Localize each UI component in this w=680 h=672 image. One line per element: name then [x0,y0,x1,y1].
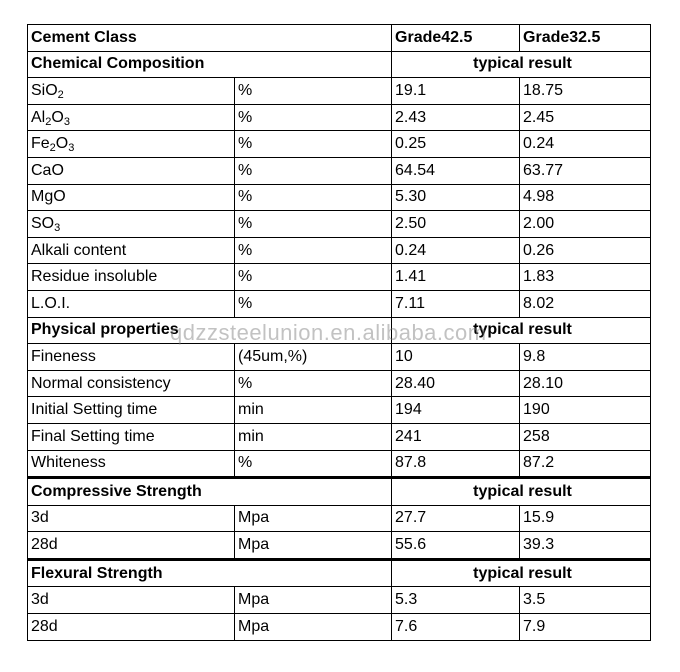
grade-32-5-value: 190 [520,397,651,424]
component-sub: 2 [45,115,52,128]
property-name: 28d [28,532,235,560]
unit-cell: min [235,397,392,424]
unit-cell: % [235,290,392,317]
grade-42-5-value: 7.6 [392,614,520,641]
table-row [28,104,651,131]
component-name [28,78,235,105]
unit-cell: % [235,370,392,397]
compressive-section-title: Compressive Strength [28,478,392,506]
grade-32-5-value: 1.83 [520,264,651,291]
grade-32-5-value: 2.45 [520,104,651,131]
unit-cell: % [235,211,392,238]
unit-cell: % [235,450,392,478]
grade-32-5-value: 3.5 [520,587,651,614]
table-row [28,587,651,614]
grade-32-5-value: 0.24 [520,131,651,158]
grade-32-5-value: 0.26 [520,237,651,264]
physical-section-row [28,317,651,344]
unit-cell: min [235,423,392,450]
unit-cell: % [235,131,392,158]
table-row [28,397,651,424]
table-row [28,450,651,478]
component-main: MgO [31,188,66,206]
component-name [28,237,235,264]
grade-42-5-value: 5.30 [392,184,520,211]
grade-42-5-value: 1.41 [392,264,520,291]
component-main: Fe [31,135,50,153]
component-main: SO [31,214,55,232]
component-sub: 3 [63,115,70,128]
component-main: L.O.I. [31,294,71,312]
component-name [28,290,235,317]
table-row [28,157,651,184]
table-row [28,344,651,371]
grade-42-5-value: 64.54 [392,157,520,184]
table-row [28,184,651,211]
table-row [28,505,651,532]
grade-32-5-value: 15.9 [520,505,651,532]
watermark: qdzzsteelunion.en.alibaba.com [170,320,487,345]
grade-32-5-value: 7.9 [520,614,651,641]
unit-cell: % [235,157,392,184]
unit-cell: Mpa [235,587,392,614]
component-sub: 3 [68,142,75,155]
unit-cell: (45um,%) [235,344,392,371]
component-mid: O [51,108,64,126]
header-label: Cement Class [28,25,392,52]
grade-42-5-value: 0.25 [392,131,520,158]
flexural-result-label: typical result [392,559,651,587]
chemical-section-row [28,51,651,78]
grade-32-5-value: 63.77 [520,157,651,184]
grade-32-5-value: 39.3 [520,532,651,560]
grade-32-5-value: 4.98 [520,184,651,211]
grade-32-5-value: 8.02 [520,290,651,317]
grade-42-5-value: 19.1 [392,78,520,105]
grade-42-5-value: 7.11 [392,290,520,317]
grade-42-5-value: 10 [392,344,520,371]
component-name [28,157,235,184]
grade-42-5-value: 2.43 [392,104,520,131]
grade-32-5-value: 87.2 [520,450,651,478]
property-name: 28d [28,614,235,641]
table-row [28,290,651,317]
table-row [28,237,651,264]
grade-42-5-value: 194 [392,397,520,424]
unit-cell: Mpa [235,505,392,532]
unit-cell: % [235,237,392,264]
property-name: 3d [28,587,235,614]
component-name [28,104,235,131]
chemical-result-label: typical result [392,51,651,78]
table-row [28,532,651,560]
header-grade-32-5: Grade32.5 [520,25,651,52]
table-row [28,614,651,641]
grade-42-5-value: 241 [392,423,520,450]
table-row [28,211,651,238]
grade-32-5-value: 2.00 [520,211,651,238]
cement-spec-table [27,24,651,641]
component-name [28,184,235,211]
component-main: Residue insoluble [31,268,158,286]
grade-42-5-value: 2.50 [392,211,520,238]
grade-32-5-value: 18.75 [520,78,651,105]
unit-cell: Mpa [235,532,392,560]
physical-result-label: typical result [392,317,651,344]
grade-42-5-value: 0.24 [392,237,520,264]
grade-32-5-value: 258 [520,423,651,450]
grade-42-5-value: 55.6 [392,532,520,560]
unit-cell: % [235,104,392,131]
property-name: Fineness [28,344,235,371]
component-name [28,131,235,158]
flexural-section-row [28,559,651,587]
grade-42-5-value: 5.3 [392,587,520,614]
component-mid: O [55,135,69,153]
unit-cell: % [235,78,392,105]
grade-42-5-value: 27.7 [392,505,520,532]
property-name: Initial Setting time [28,397,235,424]
compressive-result-label: typical result [392,478,651,506]
component-main: Alkali content [31,241,127,259]
table-row [28,264,651,291]
grade-32-5-value: 28.10 [520,370,651,397]
component-main: SiO [31,81,58,99]
compressive-section-row [28,478,651,506]
table-row [28,78,651,105]
table-row [28,131,651,158]
grade-32-5-value: 9.8 [520,344,651,371]
unit-cell: Mpa [235,614,392,641]
chemical-section-title: Chemical Composition [28,51,392,78]
component-sub: 3 [54,221,61,234]
component-main: Al [31,108,46,126]
flexural-section-title: Flexural Strength [28,559,392,587]
table-row [28,370,651,397]
grade-42-5-value: 87.8 [392,450,520,478]
component-name [28,264,235,291]
header-row [28,25,651,52]
property-name: Normal consistency [28,370,235,397]
property-name: Final Setting time [28,423,235,450]
cement-spec-table-wrap [27,24,650,641]
property-name: Whiteness [28,450,235,478]
component-name [28,211,235,238]
table-row [28,423,651,450]
property-name: 3d [28,505,235,532]
header-grade-42-5: Grade42.5 [392,25,520,52]
unit-cell: % [235,184,392,211]
component-sub: 2 [57,88,64,101]
unit-cell: % [235,264,392,291]
physical-section-title: Physical properties [28,317,392,344]
grade-42-5-value: 28.40 [392,370,520,397]
component-main: CaO [31,161,64,179]
component-sub: 2 [49,142,56,155]
